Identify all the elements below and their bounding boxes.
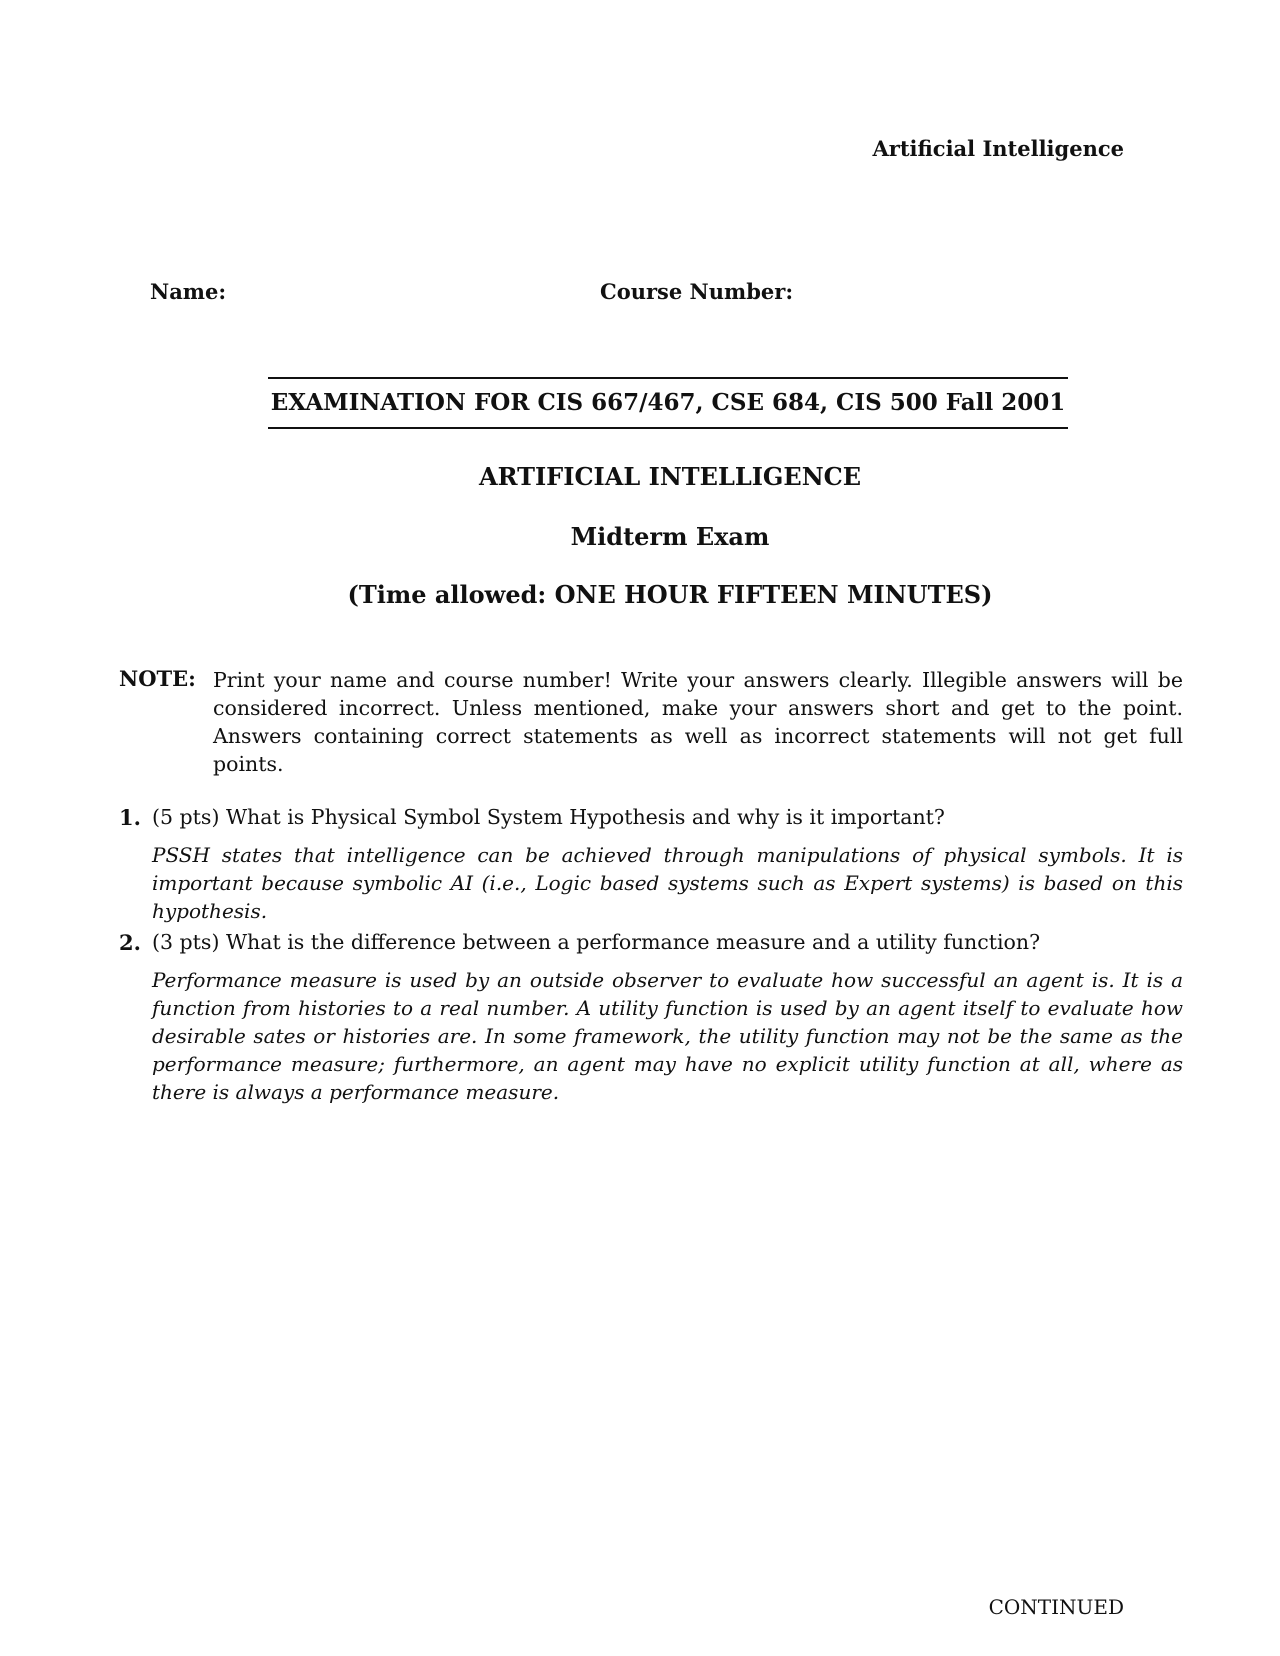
continued-label: CONTINUED [988, 1595, 1124, 1619]
note-text: Print your name and course number! Write your answers clearly. Illegible answers will be considered incorrect. Unless mentioned, make your answers short and get to the point. Answers containing correct statements as well as incorrect statements will not get full points. [213, 668, 1183, 776]
question-text: (5 pts) What is Physical Symbol System Hypothesis and why is it important? [152, 805, 945, 829]
course-title-header: Artificial Intelligence [872, 136, 1124, 161]
answer-text: PSSH states that intelligence can be achieved through manipulations of physical symbols. It is important because symbolic AI (i.e., Logic based systems such as Expert systems) is based on this hypothesis. [152, 843, 1183, 923]
question-number: 2. [119, 930, 141, 955]
exam-title: EXAMINATION FOR CIS 667/467, CSE 684, CIS 500 Fall 2001 [268, 377, 1068, 429]
question-number: 1. [119, 805, 141, 830]
note-label: NOTE: [119, 666, 196, 691]
exam-subject: ARTIFICIAL INTELLIGENCE [478, 462, 862, 491]
answer-text: Performance measure is used by an outside observer to evaluate how successful an agent is. It is a function from histories to a real number. A utility function is used by an agent itself to evaluate how desirable sates or histories are. In some framework, the utility function may not be the same as the performance measure; furthermore, an agent may have no explicit utility function at all, where as there is always a performance measure. [152, 968, 1183, 1104]
name-label: Name: [150, 279, 227, 304]
exam-type: Midterm Exam [570, 522, 770, 551]
question-text: (3 pts) What is the difference between a performance measure and a utility function? [152, 930, 1041, 954]
course-number-label: Course Number: [600, 279, 794, 304]
time-allowed: (Time allowed: ONE HOUR FIFTEEN MINUTES) [347, 580, 993, 609]
